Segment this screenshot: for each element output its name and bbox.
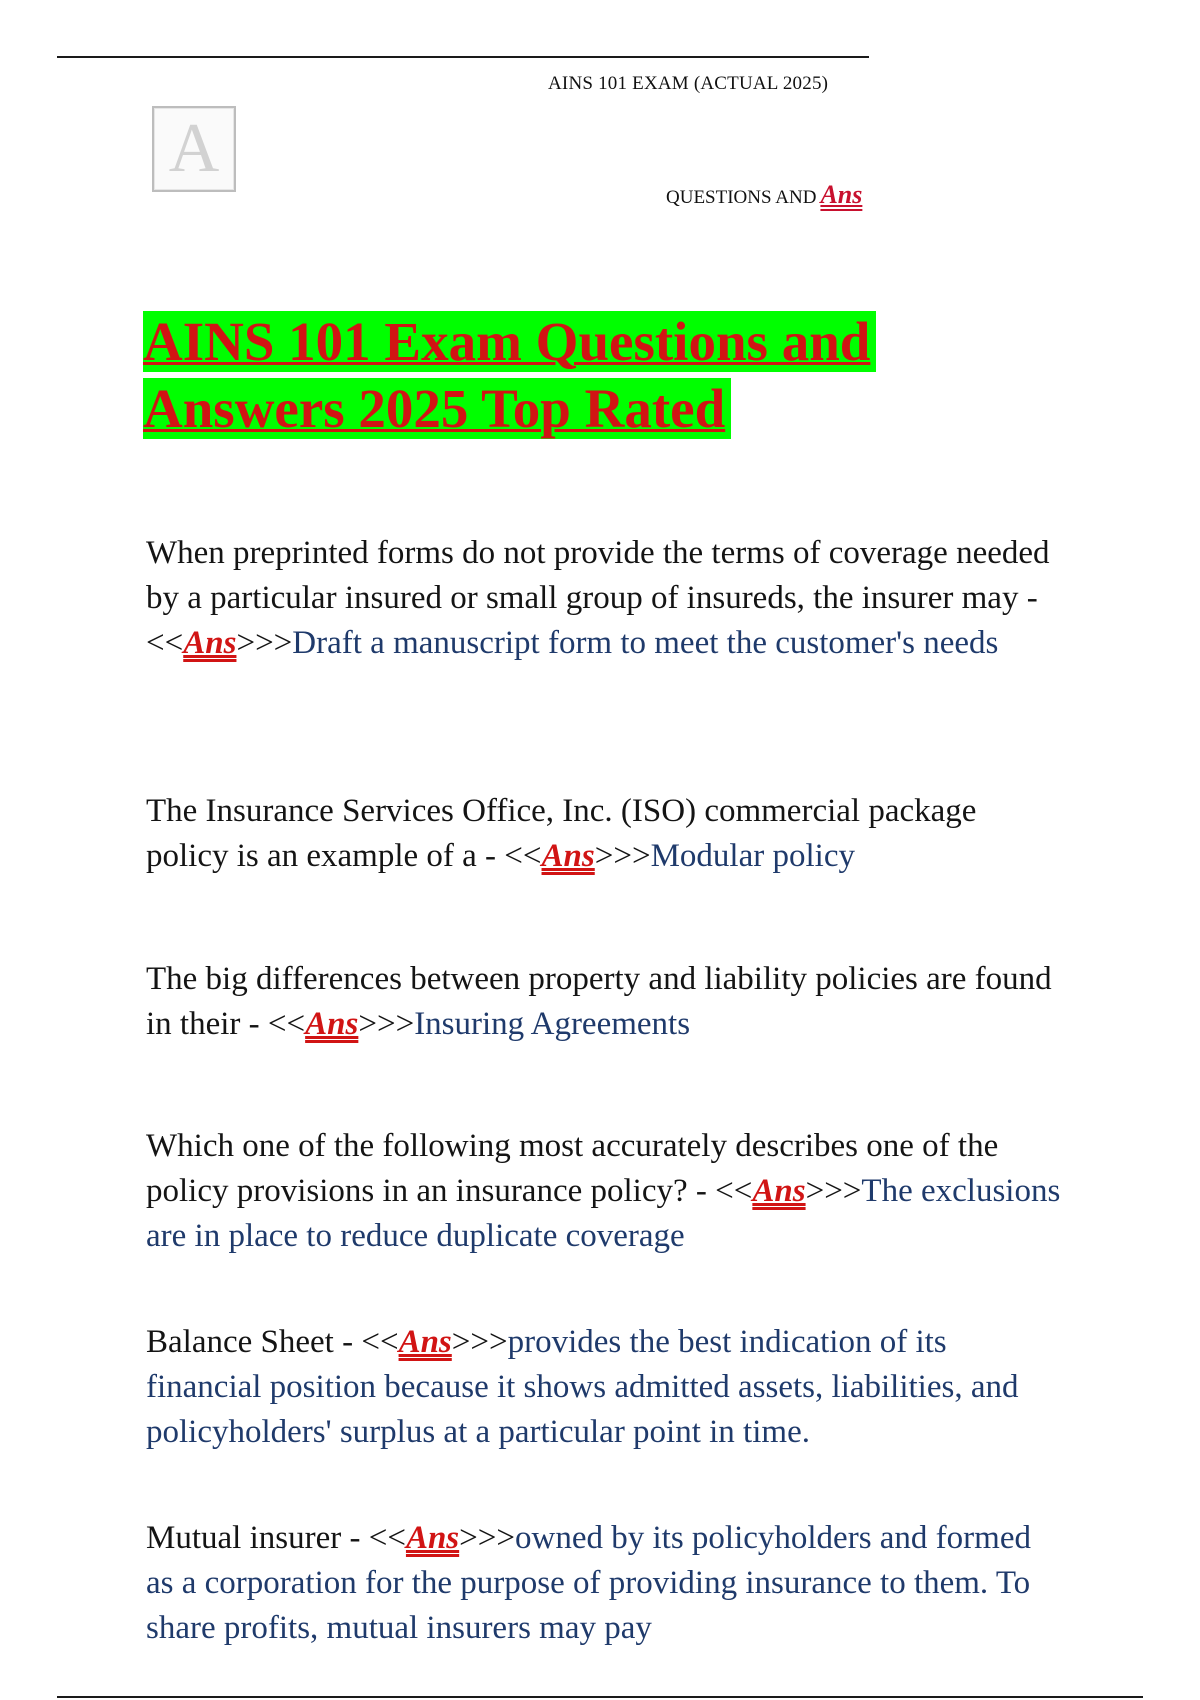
ans-open: <<: [368, 1520, 406, 1556]
ans-close: >>>: [358, 1006, 415, 1042]
ans-tag: Ans: [752, 1173, 806, 1209]
question-text: When preprinted forms do not provide the terms of coverage needed by a particular insured or small group of insureds, the insurer may -: [146, 535, 1050, 616]
question-text: Mutual insurer -: [146, 1520, 369, 1556]
ans-open: <<: [146, 625, 184, 661]
qa-item-1: [146, 531, 1061, 666]
ans-tag: Ans: [398, 1324, 452, 1360]
footer-rule: [57, 1696, 1143, 1698]
answer-text: provides the best indication of its financial position because it shows admitted assets, liabilities, and policyholders' surplus at a particular point in time.: [146, 1324, 1019, 1450]
ans-tag: Ans: [405, 1520, 460, 1556]
ans-close: >>>: [451, 1324, 508, 1360]
document-title: [143, 308, 923, 442]
ans-close: >>>: [236, 625, 293, 661]
answer-text: Draft a manuscript form to meet the customer's needs: [292, 625, 999, 661]
ans-tag: Ans: [183, 625, 237, 661]
question-text: Balance Sheet -: [146, 1324, 362, 1360]
document-title-text: AINS 101 Exam Questions and Answers 2025 Top Rated: [143, 311, 876, 439]
qa-item-6: [146, 1516, 1061, 1651]
answer-text: The exclusions are in place to reduce duplicate coverage: [146, 1173, 1061, 1254]
ans-close: >>>: [459, 1520, 515, 1556]
logo-icon: [152, 106, 236, 192]
ans-close: >>>: [805, 1173, 862, 1209]
qa-item-4: [146, 1124, 1061, 1259]
ans-tag: Ans: [305, 1006, 359, 1042]
qa-item-5: [146, 1320, 1061, 1455]
answer-text: Modular policy: [650, 838, 855, 874]
running-title: AINS 101 EXAM (ACTUAL 2025): [548, 73, 829, 94]
header-rule: [57, 56, 869, 58]
qa-item-2: [146, 789, 1061, 879]
answer-text: Insuring Agreements: [414, 1006, 691, 1042]
question-text: The Insurance Services Office, Inc. (ISO) commercial package policy is an example of a -: [146, 793, 977, 874]
ans-open: <<: [504, 838, 542, 874]
ans-open: <<: [267, 1006, 306, 1042]
logo-letter: A: [168, 110, 220, 187]
ans-open: <<: [715, 1173, 753, 1209]
subtitle-ans-mark: Ans: [820, 180, 863, 209]
subtitle-prefix: QUESTIONS AND: [666, 187, 817, 208]
ans-close: >>>: [594, 838, 651, 874]
subtitle-line: [666, 180, 862, 210]
ans-open: <<: [361, 1324, 399, 1360]
qa-item-3: [146, 957, 1061, 1047]
question-text: Which one of the following most accurately describes one of the policy provisions in an insurance policy? -: [146, 1128, 999, 1209]
answer-text: owned by its policyholders and formed as a corporation for the purpose of providing insurance to them. To share profits, mutual insurers may pay: [146, 1520, 1031, 1646]
ans-tag: Ans: [541, 838, 595, 874]
question-text: The big differences between property and liability policies are found in their -: [146, 961, 1052, 1042]
